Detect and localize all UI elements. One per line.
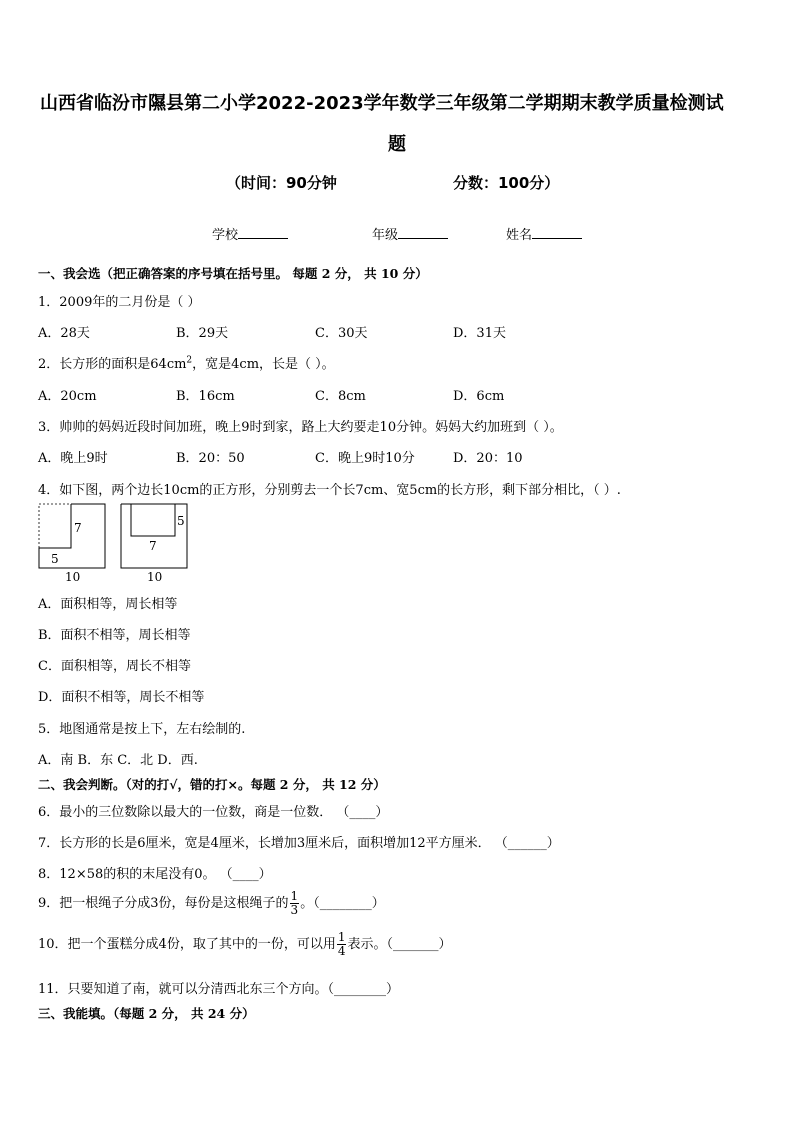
q2-stem-pre: 2．长方形的面积是64cm — [38, 357, 187, 372]
q9-fraction — [290, 890, 300, 917]
q3-option-d: D．20：10 — [453, 451, 523, 466]
q4-figure-1 — [37, 502, 109, 584]
q1-option-b: B．29天 — [176, 326, 229, 341]
section-3-header: 三、我能填。（每题 2 分， 共 24 分） — [38, 1006, 255, 1021]
school-field — [212, 224, 288, 243]
q9-numerator: 1 — [290, 889, 299, 903]
school-label: 学校 — [212, 228, 239, 243]
q10-pre: 10．把一个蛋糕分成4份，取了其中的一份，可以用 — [38, 937, 336, 952]
q3-option-b: B．20：50 — [176, 451, 245, 466]
q2-stem — [38, 353, 335, 372]
name-field — [506, 224, 582, 243]
q4-figure-2 — [119, 502, 191, 584]
q2-option-a: A．20cm — [38, 389, 97, 404]
q8: 8．12×58的积的末尾没有0。 （____） — [38, 867, 272, 882]
q1-stem: 1．2009年的二月份是（ ） — [38, 295, 201, 310]
q10-post: 表示。（_______） — [347, 937, 452, 952]
q4-fig2-label-7: 7 — [149, 539, 157, 553]
q3-stem: 3．帅帅的妈妈近段时间加班，晚上9时到家，路上大约要走10分钟。妈妈大约加班到（ ）。 — [38, 420, 563, 435]
q4-option-d: D．面积不相等，周长不相等 — [38, 690, 205, 705]
q9-post: 。（________） — [300, 896, 385, 911]
q2-option-b: B．16cm — [176, 389, 235, 404]
q10-fraction — [337, 931, 347, 958]
q7: 7．长方形的长是6厘米，宽是4厘米，长增加3厘米后，面积增加12平方厘米． （______） — [38, 836, 560, 851]
q9 — [38, 890, 385, 917]
q3-option-c: C．晚上9时10分 — [315, 451, 415, 466]
name-label: 姓名 — [506, 228, 533, 243]
q2-superscript: 2 — [186, 355, 193, 366]
q5-stem: 5．地图通常是按上下，左右绘制的. — [38, 722, 246, 737]
q6: 6．最小的三位数除以最大的一位数，商是一位数． （____） — [38, 805, 389, 820]
q3-option-a: A．晚上9时 — [38, 451, 108, 466]
time-info: （时间：90分钟 — [226, 174, 337, 192]
school-blank — [238, 238, 288, 239]
q2-stem-post: ，宽是4cm，长是（ ）。 — [192, 357, 335, 372]
q9-pre: 9．把一根绳子分成3份，每份是这根绳子的 — [38, 896, 289, 911]
q4-fig1-cut-outline — [39, 504, 71, 548]
q4-fig1-label-10: 10 — [65, 570, 81, 584]
q10-denominator: 4 — [337, 944, 346, 958]
q4-option-a: A．面积相等，周长相等 — [38, 597, 178, 612]
grade-blank — [398, 238, 448, 239]
q1-option-d: D．31天 — [453, 326, 506, 341]
q1-option-a: A．28天 — [38, 326, 90, 341]
title-line-2: 题 — [388, 134, 406, 155]
q4-fig1-remaining-outline — [39, 504, 105, 568]
section-2-header: 二、我会判断。（对的打√，错的打×。每题 2 分， 共 12 分） — [38, 777, 386, 792]
q9-denominator: 3 — [290, 903, 299, 917]
q4-stem: 4．如下图，两个边长10cm的正方形，分别剪去一个长7cm、宽5cm的长方形，剩下部分相比，（ ）. — [38, 483, 621, 498]
q10-numerator: 1 — [337, 930, 346, 944]
grade-field — [372, 224, 448, 243]
q10 — [38, 931, 451, 958]
q4-fig1-label-7: 7 — [74, 521, 82, 535]
grade-label: 年级 — [372, 228, 399, 243]
q4-option-c: C．面积相等，周长不相等 — [38, 659, 191, 674]
q4-fig2-label-10: 10 — [147, 570, 163, 584]
q2-option-c: C．8cm — [315, 389, 366, 404]
title-line-1: 山西省临汾市隰县第二小学2022-2023学年数学三年级第二学期期末教学质量检测试 — [40, 93, 724, 114]
q4-fig1-label-5: 5 — [51, 552, 59, 566]
score-info: 分数：100分） — [453, 174, 560, 192]
q1-option-c: C．30天 — [315, 326, 368, 341]
section-1-header: 一、我会选（把正确答案的序号填在括号里。 每题 2 分， 共 10 分） — [38, 266, 428, 281]
name-blank — [532, 238, 582, 239]
q11: 11．只要知道了南，就可以分清西北东三个方向。（________） — [38, 982, 400, 997]
q4-option-b: B．面积不相等，周长相等 — [38, 628, 191, 643]
q2-option-d: D．6cm — [453, 389, 505, 404]
q5-options: A．南 B．东 C．北 D．西. — [38, 753, 198, 768]
q4-fig2-label-5: 5 — [177, 514, 185, 528]
